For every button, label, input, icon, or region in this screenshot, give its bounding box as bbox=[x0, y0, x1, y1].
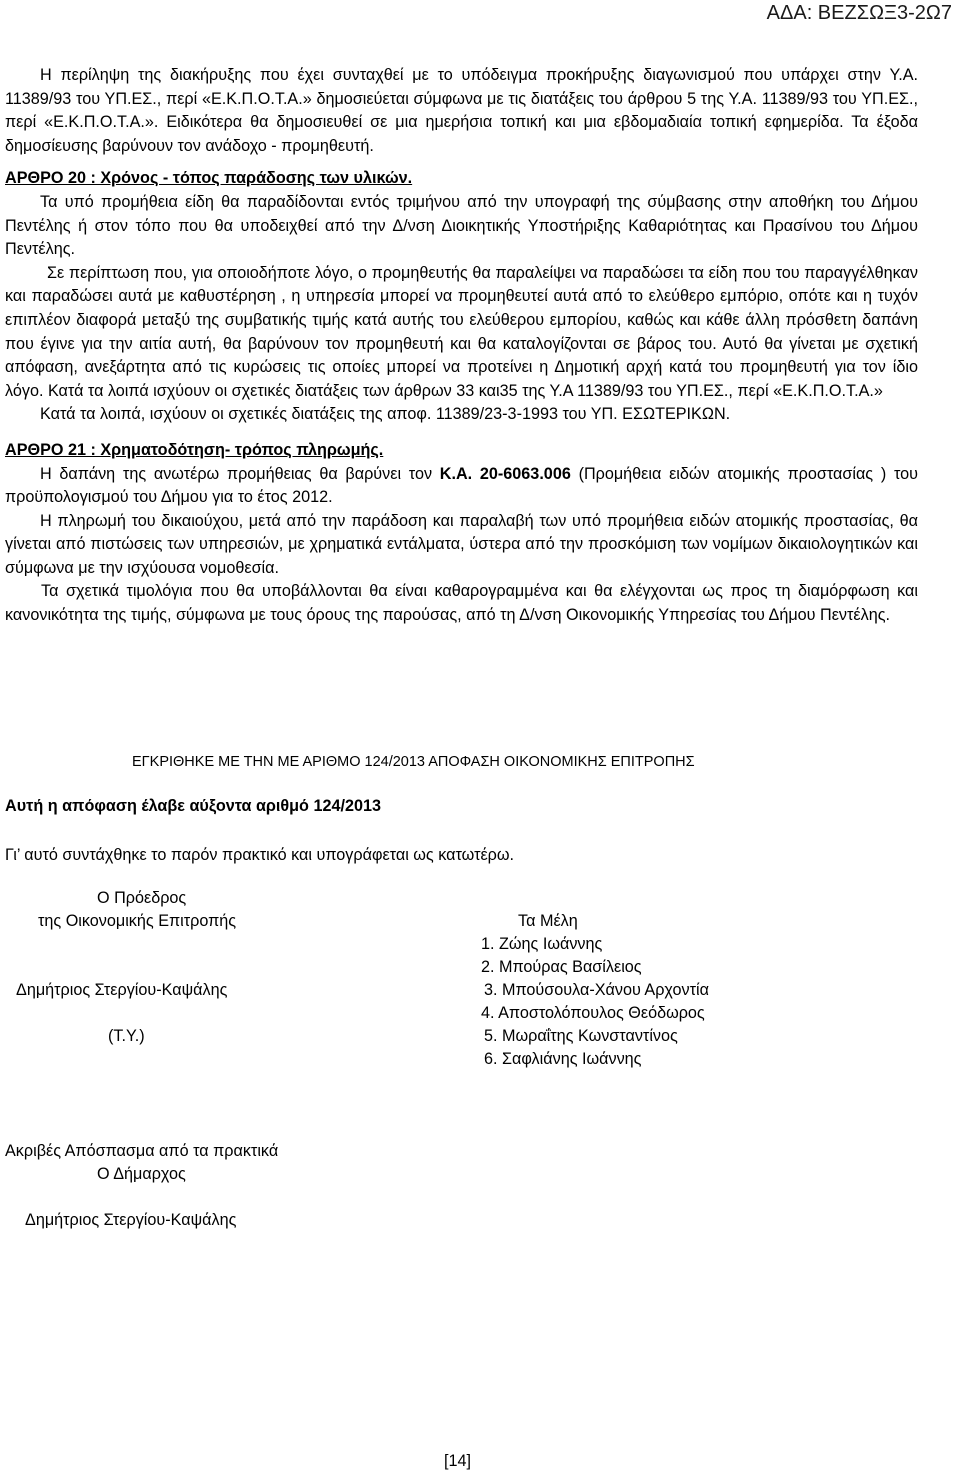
president-name: Δημήτριος Στεργίου-Καψάλης bbox=[16, 981, 228, 999]
member-item: 2. Μπούρας Βασίλειος bbox=[481, 958, 642, 976]
document-body bbox=[5, 64, 918, 628]
budget-text: Η δαπάνη της ανωτέρω προμήθειας θα βαρύνει τον bbox=[40, 464, 440, 483]
decision-number: Αυτή η απόφαση έλαβε αύξοντα αριθμό 124/2013 bbox=[5, 797, 381, 815]
member-item: 6. Σαφλιάνης Ιωάννης bbox=[484, 1050, 642, 1068]
extract-heading: Ακριβές Απόσπασμα από τα πρακτικά bbox=[5, 1142, 279, 1160]
signing-statement: Γι’ αυτό συντάχθηκε το παρόν πρακτικό και υπογράφεται ως κατωτέρω. bbox=[5, 846, 515, 864]
mayor-name: Δημήτριος Στεργίου-Καψάλης bbox=[25, 1211, 237, 1229]
member-item: 5. Μωραΐτης Κωνσταντίνος bbox=[484, 1027, 678, 1045]
president-committee: της Οικονομικής Επιτροπής bbox=[38, 912, 237, 930]
article-20-title: ΑΡΘΡΟ 20 : Χρόνος - τόπος παράδοσης των υλικών. bbox=[5, 169, 413, 188]
seal-mark: (Τ.Υ.) bbox=[108, 1027, 145, 1045]
article-20-paragraph-1: Τα υπό προμήθεια είδη θα παραδίδονται εντός τριμήνου από την υπογραφή της σύμβασης στην αποθήκη του Δήμου Πεντέλης ή στον τόπο που θα υποδειχθεί από την Δ/νση Διοικητικής Υποστήριξης Καθαριότητας και Πρασίνου του Δήμου Πεντέλης. bbox=[5, 192, 918, 259]
members-title: Τα Μέλη bbox=[518, 912, 578, 930]
approval-statement: ΕΓΚΡΙΘΗΚΕ ΜΕ ΤΗΝ ΜΕ ΑΡΙΘΜΟ 124/2013 ΑΠΟΦΑΣΗ ΟΙΚΟΝΟΜΙΚΗΣ ΕΠΙΤΡΟΠΗΣ bbox=[132, 754, 695, 770]
article-20-paragraph-2: Σε περίπτωση που, για οποιοδήποτε λόγο, ο προμηθευτής θα παραλείψει να παραδώσει τα είδη που του παραγγέλθηκαν και παραδώσει αυτά με καθυστέρηση , η υπηρεσία μπορεί να προμηθευτεί αυτά από το ελεύθερο εμπόριο, οπότε και η τυχόν επιπλέον διαφορά μεταξύ της συμβατικής τιμής κατά αυτής του ελεύθερου εμπορίου, καθώς και κάθε άλλη πρόσθετη δαπάνη που έγινε για την αιτία αυτή, θα βαρύνουν τον προμηθευτή και θα καταλογίζονται σε βάρος του. Αυτό θα γίνεται με σχετική απόφαση, ανεξάρτητα από τις κυρώσεις τις οποίες μπορεί να προτείνει η Δημοτική αρχή κατά του προμηθευτή για τον ίδιο λόγο. Κατά τα λοιπά ισχύουν οι σχετικές διατάξεις των άρθρων 33 και35 της Υ.Α 11389/93 του ΥΠ.ΕΣ., περί «Ε.Κ.Π.Ο.Τ.Α.» bbox=[5, 263, 918, 400]
member-item: 1. Ζώης Ιωάννης bbox=[481, 935, 603, 953]
member-item: 3. Μπούσουλα-Χάνου Αρχοντία bbox=[484, 981, 709, 999]
budget-text-end: (Προμήθεια ειδών ατομικής προστασίας ) του προϋπολογισμού του Δήμου για το έτος 2012. bbox=[5, 464, 918, 507]
president-title: Ο Πρόεδρος bbox=[97, 889, 187, 907]
article-21-paragraph-2: Η πληρωμή του δικαιούχου, μετά από την παράδοση και παραλαβή των υπό προμήθεια ειδών ατομικής προστασίας, θα γίνεται από πιστώσεις των υπηρεσιών, με χρηματικά εντάλματα, ύστερα από την προσκόμιση των νομίμων δικαιολογητικών και σύμφωνα με την ισχύουσα νομοθεσία. bbox=[5, 511, 918, 577]
ada-code: ΑΔΑ: ΒΕΖΣΩΞ3-2Ω7 bbox=[766, 2, 952, 24]
page-number: [14] bbox=[444, 1452, 472, 1470]
member-item: 4. Αποστολόπουλος Θεόδωρος bbox=[481, 1004, 705, 1022]
article-21-paragraph-1 bbox=[5, 463, 918, 510]
intro-paragraph: Η περίληψη της διακήρυξης που έχει συνταχθεί με το υπόδειγμα προκήρυξης διαγωνισμού που υπάρχει στην Υ.Α. 11389/93 του ΥΠ.ΕΣ., περί «Ε.Κ.Π.Ο.Τ.Α.» δημοσιεύεται σύμφωνα με τις διατάξεις του άρθρου 5 της Υ.Α. 11389/93 του ΥΠ.ΕΣ., περί «Ε.Κ.Π.Ο.Τ.Α.». Ειδικότερα θα δημοσιευθεί σε μια ημερήσια τοπική και μια εβδομαδιαία τοπική εφημερίδα. Τα έξοδα δημοσίευσης βαρύνουν τον ανάδοχο - προμηθευτή. bbox=[5, 66, 918, 155]
budget-code: Κ.Α. 20-6063.006 bbox=[439, 464, 571, 483]
article-21-paragraph-3: Τα σχετικά τιμολόγια που θα υποβάλλονται θα είναι καθαρογραμμένα και θα ελέγχονται ως προς τη διαμόρφωση και κανονικότητα της τιμής, σύμφωνα με τους όρους της παρούσας, από τη Δ/νση Οικονομικής Υπηρεσίας του Δήμου Πεντέλης. bbox=[5, 582, 918, 625]
article-21-title: ΑΡΘΡΟ 21 : Χρηματοδότηση- τρόπος πληρωμής. bbox=[5, 440, 384, 459]
article-20-paragraph-3: Κατά τα λοιπά, ισχύουν οι σχετικές διατάξεις της αποφ. 11389/23-3-1993 του ΥΠ. ΕΣΩΤΕΡΙΚΩΝ. bbox=[40, 405, 731, 424]
mayor-title: Ο Δήμαρχος bbox=[97, 1165, 186, 1183]
